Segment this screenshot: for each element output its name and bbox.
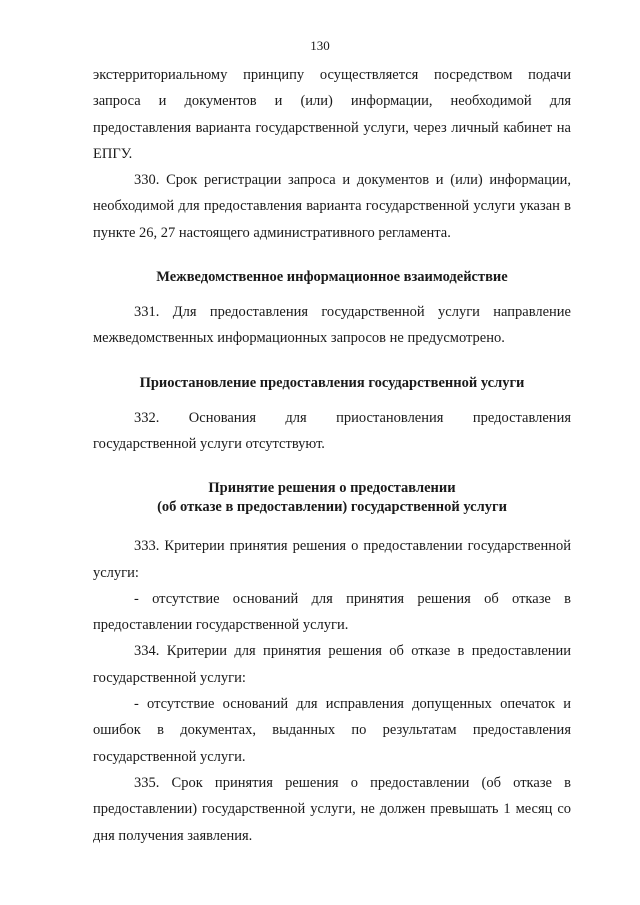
spacer	[93, 246, 571, 268]
heading-suspension: Приостановление предоставления государственной услуги	[139, 374, 525, 391]
paragraph-334-item: - отсутствие оснований для исправления допущенных опечаток и ошибок в документах, выданных по результатам предоставления государственной услуги.	[93, 696, 571, 765]
page-number: 130	[310, 38, 330, 53]
paragraph-332: 332. Основания для приостановления предоставления государственной услуги отсутствуют.	[93, 409, 571, 452]
paragraph-continuation: экстерриториальному принципу осуществляется посредством подачи запроса и документов и (или) информации, необходимой для предоставления варианта государственной услуги, через личный кабинет на ЕПГУ.	[93, 67, 571, 162]
document-body	[93, 62, 571, 849]
heading-interagency-interaction: Межведомственное информационное взаимодействие	[156, 269, 508, 286]
paragraph-333-item: - отсутствие оснований для принятия решения об отказе в предоставлении государственной услуги.	[93, 590, 571, 634]
paragraph-331: 331. Для предоставления государственной услуги направление межведомственных информационных запросов не предусмотрено.	[93, 304, 571, 347]
spacer	[93, 457, 571, 479]
spacer	[93, 287, 571, 299]
paragraph-330: 330. Срок регистрации запроса и документов и (или) информации, необходимой для предоставления варианта государственной услуги указан в пункте 26, 27 настоящего административного регламента.	[93, 172, 571, 241]
spacer	[93, 352, 571, 374]
paragraph-333: 333. Критерии принятия решения о предоставлении государственной услуги:	[93, 538, 571, 581]
heading-decision-line-1: Принятие решения о предоставлении	[208, 480, 456, 497]
spacer	[93, 517, 571, 533]
spacer	[93, 393, 571, 405]
heading-decision-line-2: (об отказе в предоставлении) государственной услуги	[157, 499, 507, 516]
paragraph-335: 335. Срок принятия решения о предоставлении (об отказе в предоставлении) государственной услуги, не должен превышать 1 месяц со дня получения заявления.	[93, 774, 571, 844]
paragraph-334: 334. Критерии для принятия решения об отказе в предоставлении государственной услуги:	[93, 643, 571, 686]
